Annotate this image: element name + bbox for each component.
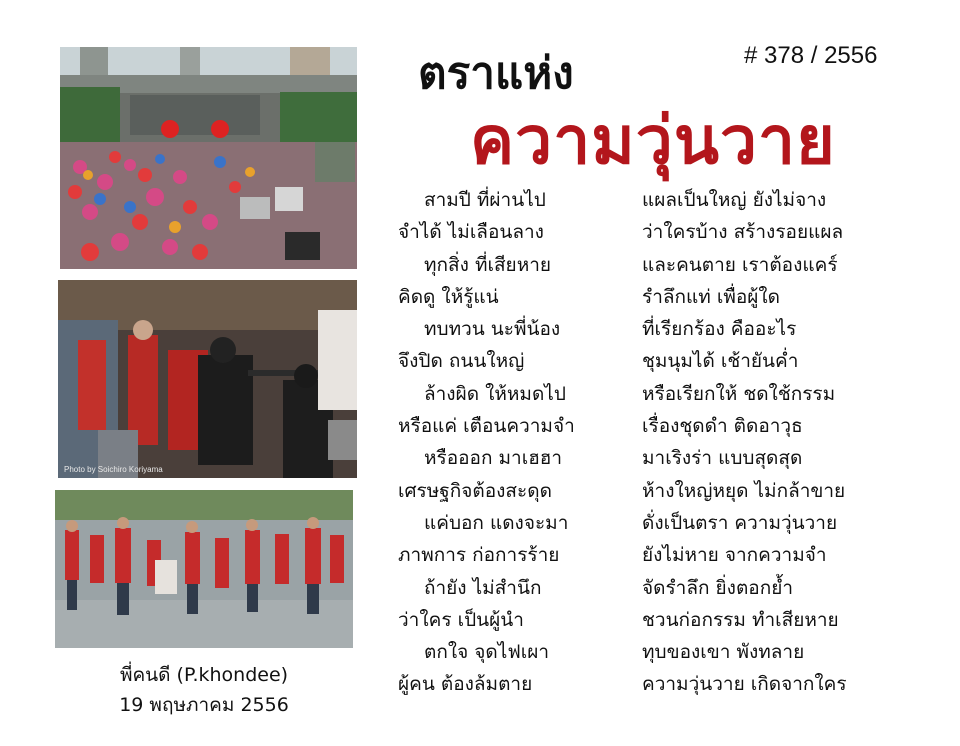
author-date: 19 พฤษภาคม 2556 <box>119 694 289 716</box>
poem-line: เศรษฐกิจต้องสะดุด <box>398 479 552 502</box>
poem-line: สามปี ที่ผ่านไป <box>424 189 546 211</box>
photo-credit: Photo by Soichiro Koriyama <box>64 465 163 474</box>
poem-line: หรือออก มาเฮฮา <box>424 447 563 470</box>
poem-line: และคนตาย เราต้องแคร์ <box>642 253 838 276</box>
issue-number: # 378 / 2556 <box>744 42 878 69</box>
poem-line: ความวุ่นวาย เกิดจากใคร <box>642 673 847 696</box>
poem-line: ภาพการ ก่อการร้าย <box>398 544 560 567</box>
poem-line: ชวนก่อกรรม ทำเสียหาย <box>642 608 839 631</box>
poem-line: เรื่องชุดดำ ติดอาวุธ <box>642 415 803 438</box>
poem-line: หรือแค่ เตือนความจำ <box>398 415 575 438</box>
protest-crowd-photo <box>60 47 357 269</box>
poem-line: ทบทวน นะพี่น้อง <box>424 318 561 341</box>
poem-line: หรือเรียกให้ ชดใช้กรรม <box>642 382 836 405</box>
poem-line: รำลึกแท่ เพื่อผู้ใด <box>642 285 781 308</box>
poem-line: ชุมนุมได้ เช้ายันค่ำ <box>642 350 799 373</box>
poem-line: ยังไม่หาย จากความจำ <box>642 544 827 567</box>
red-shirt-crowd-photo <box>55 490 353 648</box>
poem-line: ห้างใหญ่หยุด ไม่กล้าขาย <box>642 479 846 502</box>
poem-line: แผลเป็นใหญ่ ยังไม่จาง <box>642 189 827 211</box>
poem-line: ว่าใครบ้าง สร้างรอยแผล <box>642 221 844 244</box>
poem-line: ว่าใคร เป็นผู้นำ <box>398 608 524 631</box>
poem-line: จัดรำลึก ยิ่งตอกย้ำ <box>642 576 793 599</box>
title-line-1: ตราแห่ง <box>418 48 574 99</box>
poem-line: ผู้คน ต้องล้มตาย <box>398 673 533 696</box>
armed-men-photo <box>58 280 357 478</box>
poem-line: จึงปิด ถนนใหญ่ <box>398 350 525 373</box>
poem-line: ทุกสิ่ง ที่เสียหาย <box>424 253 552 276</box>
title-line-2: ความวุ่นวาย <box>470 102 836 179</box>
author-name: พี่คนดี (P.khondee) <box>119 664 289 686</box>
poem-line: ที่เรียกร้อง คืออะไร <box>642 318 797 341</box>
poem-left-column <box>398 184 638 701</box>
poem-line: แค่บอก แดงจะมา <box>424 511 569 534</box>
poem-line: ทุบของเขา พังทลาย <box>642 641 805 664</box>
poem-line: ตกใจ จุดไฟเผา <box>424 641 550 664</box>
poem-line: จำได้ ไม่เลือนลาง <box>398 221 544 244</box>
poem-line: ถ้ายัง ไม่สำนึก <box>424 576 542 599</box>
poem-line: ล้างผิด ให้หมดไป <box>424 382 566 405</box>
poem-line: คิดดู ให้รู้แน่ <box>398 285 499 308</box>
poem-right-column <box>640 184 940 701</box>
poem-line: ดั่งเป็นตรา ความวุ่นวาย <box>642 511 838 534</box>
poem-line: มาเริงร่า แบบสุดสุด <box>642 447 803 470</box>
